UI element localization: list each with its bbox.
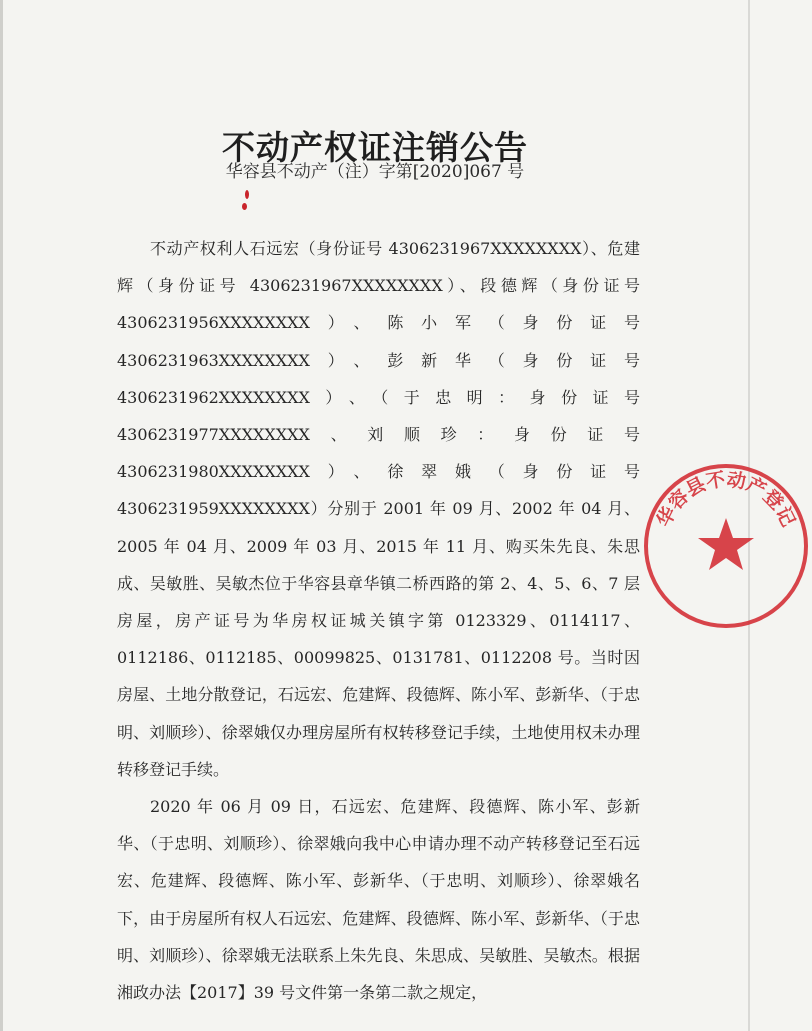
official-seal-stamp	[640, 460, 812, 632]
paragraph-1: 不动产权利人石远宏（身份证号 4306231967XXXXXXXX）、危建辉（身份证号 4306231967XXXXXXXX）、段德辉（身份证号 4306231956XXXXXXXX）、陈小军（身份证号 4306231963XXXXXXXX）、彭新华（身份证号 4306231962XXXXXXXX）、（于忠明：身份证号 4306231977XXXXXXXX、刘顺珍：身份证号 4306231980XXXXXXXX）、徐翠娥（身份证号 4306231959XXXXXXXX）分别于 2001 年 09 月、2002 年 04 月、2005 年 04 月、2009 年 03 月、2015 年 11 月、购买朱先良、朱思成、吴敏胜、吴敏杰位于华容县章华镇二桥西路的第 2、4、5、6、7 层房屋，房产证号为华房权证城关镇字第 0123329、0114117、0112186、0112185、00099825、0131781、0112208 号。当时因房屋、土地分散登记，石远宏、危建辉、段德辉、陈小军、彭新华、（于忠明、刘顺珍）、徐翠娥仅办理房屋所有权转移登记手续，土地使用权未办理转移登记手续。	[117, 239, 640, 779]
document-title: 不动产权证注销公告	[222, 128, 528, 168]
announcement-body	[117, 230, 640, 1011]
red-ink-mark	[242, 203, 247, 210]
red-ink-mark	[245, 190, 249, 199]
seal-star-icon	[698, 518, 754, 570]
document-number: 华容县不动产（注）字第[2020]067 号	[225, 162, 525, 182]
paragraph-2: 2020 年 06 月 09 日，石远宏、危建辉、段德辉、陈小军、彭新华、（于忠明、刘顺珍）、徐翠娥向我中心申请办理不动产转移登记至石远宏、危建辉、段德辉、陈小军、彭新华、（于忠明、刘顺珍）、徐翠娥名下，由于房屋所有权人石远宏、危建辉、段德辉、陈小军、彭新华、（于忠明、刘顺珍）、徐翠娥无法联系上朱先良、朱思成、吴敏胜、吴敏杰。根据湘政办法【2017】39 号文件第一条第二款之规定，	[117, 797, 640, 1003]
seal-text: 华容县不动产登记	[652, 468, 800, 531]
